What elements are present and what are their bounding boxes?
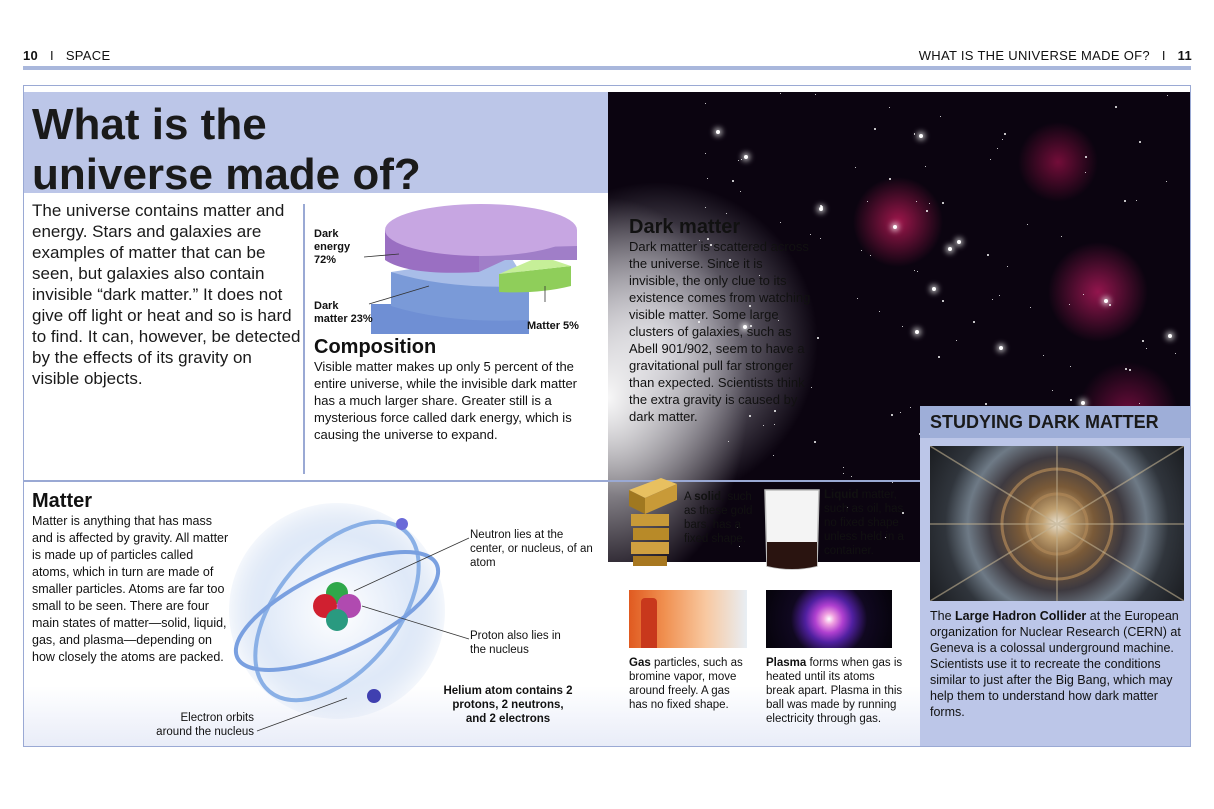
star [985,403,987,405]
dark-matter-text: Dark matter is scattered across the universe. Since it is invisible, the only clue to its existence comes from watching visible matter. Some large clusters of galaxies, such as Abell 901/902, seem to have a gravitational pull far stronger than expected. Scientists think the extra gravity is caused by dark matter. [629,239,811,424]
star [1104,299,1108,303]
star [1004,133,1006,135]
star [1115,106,1117,108]
star [997,148,998,149]
star [1142,340,1144,342]
spread-frame [23,85,1191,747]
label-electron: Electron orbits around the nucleus [156,712,254,738]
page-number-right: 11 [1177,48,1192,63]
title-line-1: What is the [32,100,267,149]
star [925,166,926,167]
star [1168,334,1172,338]
header-rule [23,66,1191,70]
star [990,159,991,160]
large-hadron-collider-image [930,446,1184,601]
star [1167,95,1168,96]
header-separator-right: I [1161,48,1166,63]
composition-heading: Composition [314,336,437,358]
star [1136,200,1137,201]
liquid-caption: Liquid matter, such as oil, has no fixed shape unless held in a container. [824,489,904,557]
star [926,210,928,212]
solid-caption: A solid, such as these gold bars, has a fixed shape. [684,491,753,545]
star [999,295,1000,296]
star [999,346,1003,350]
star [942,300,944,302]
star [940,116,941,117]
label-helium: Helium atom contains 2 protons, 2 neutrons, and 2 electrons [443,685,573,725]
star [957,240,961,244]
star [1085,172,1086,173]
header-separator-left: I [49,48,54,63]
star [942,202,944,204]
matter-text: Matter is anything that has mass and is affected by gravity. All matter is made up of particles called atoms, which in turn are made of smaller particles. Atoms are far too small to be seen. There are four main states of matter—solid, liquid, gas, and plasma—depending on how closely the atoms are packed. [32,514,229,664]
star [948,247,952,251]
studying-text: The Large Hadron Collider at the European organization for Nuclear Research (CERN) at Geneva is a colossal underground machine. Scientists use it to recreate the conditions similar to just after the Big Bang, which may help them to understand how dark matter forms. [930,609,1181,719]
star [1125,368,1127,370]
star [1043,355,1044,356]
star [1002,139,1003,140]
star [938,356,940,358]
label-dark-matter: Dark matter 23% [314,300,373,325]
star [1061,236,1062,237]
oil-beaker-image [759,486,825,572]
star [1083,294,1084,295]
star [1129,369,1131,371]
star [1069,304,1070,305]
star [932,287,936,291]
label-neutron: Neutron lies at the center, or nucleus, of an atom [470,529,593,569]
page-header-left [23,48,110,63]
star [1085,156,1087,158]
plasma-ball-image [766,590,892,648]
star [1146,348,1147,349]
page-number-left: 10 [23,48,39,63]
chapter-label: WHAT IS THE UNIVERSE MADE OF? [918,48,1150,63]
star [987,254,989,256]
dark-matter-heading: Dark matter [629,216,741,238]
star [1007,266,1008,267]
plasma-caption: Plasma forms when gas is heated until its atoms break apart. Plasma in this ball was made by running electricity through gas. [766,657,903,725]
star [1070,399,1072,401]
studying-heading: STUDYING DARK MATTER [920,406,1191,438]
star [1124,200,1126,202]
matter-heading: Matter [32,490,93,512]
composition-text: Visible matter makes up only 5 percent of the entire universe, while the invisible dark matter has a much larger share. Greater still is a mysterious force called dark energy, which is causing the universe to expand. [314,359,578,442]
gold-bars-image [621,470,681,570]
star [992,299,993,300]
collider-structure [930,446,1184,601]
bromine-gas-image [629,590,747,648]
star [1139,403,1140,404]
star [1030,307,1031,308]
star [1081,401,1085,405]
star [1027,224,1028,225]
star [1109,304,1111,306]
label-dark-energy: Dark energy 72% [314,228,351,266]
star [1166,181,1167,182]
label-proton: Proton also lies in the nucleus [470,630,561,656]
gas-caption: Gas particles, such as bromine vapor, move around freely. A gas has no fixed shape. [629,657,743,711]
star [929,203,930,204]
star [1052,390,1053,391]
star [973,321,975,323]
label-visible-matter: Matter 5% [527,320,579,332]
star [1070,366,1071,367]
star [956,340,957,341]
section-label: SPACE [65,48,111,63]
star [1175,353,1176,354]
star [1139,141,1141,143]
gas-jar [641,598,657,648]
title-line-2: universe made of? [32,150,421,199]
intro-text: The universe contains matter and energy. Stars and galaxies are examples of matter that can be seen, but galaxies also contain invisible “dark matter.” It does not give off light or heat and so is hard to find. It can, however, be detected by the effects of its gravity on visible objects. [32,201,301,388]
page-header-right [919,48,1192,63]
